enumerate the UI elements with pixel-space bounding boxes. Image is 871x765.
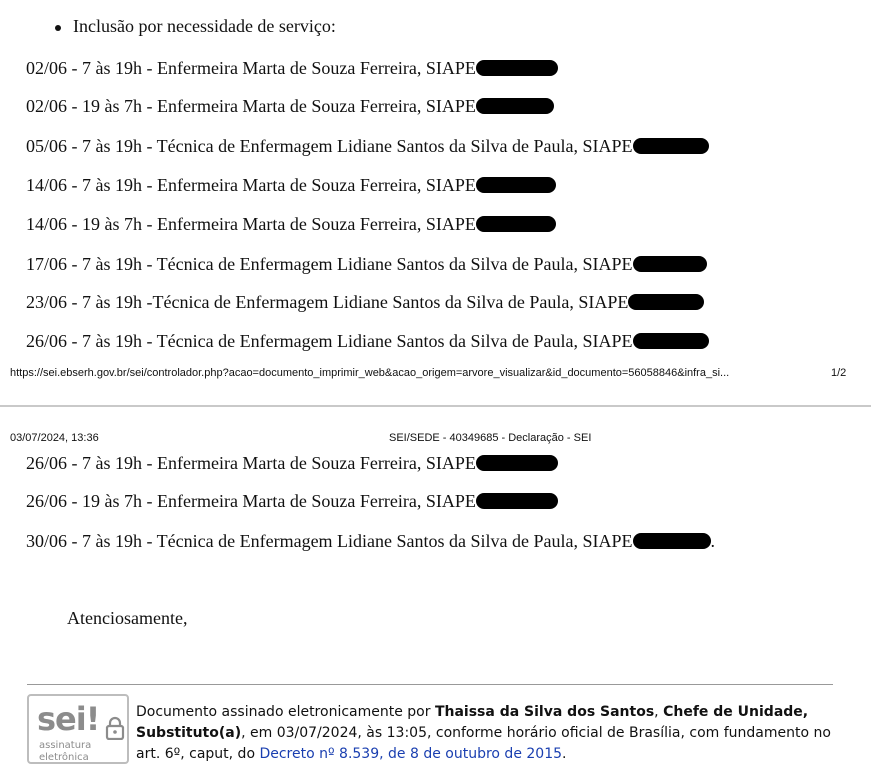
shift-line-text: 02/06 - 7 às 19h - Enfermeira Marta de Souza Ferreira, SIAPE — [26, 58, 476, 78]
print-header-date: 03/07/2024, 13:36 — [10, 432, 99, 444]
decree-link[interactable]: Decreto nº 8.539, de 8 de outubro de 2015 — [259, 746, 563, 762]
shift-line — [26, 58, 558, 79]
redaction-block — [476, 177, 556, 193]
redaction-block — [476, 216, 556, 232]
redaction-block — [628, 294, 704, 310]
shift-line — [26, 292, 704, 313]
print-footer-url: https://sei.ebserh.gov.br/sei/controlador.php?acao=documento_imprimir_web&acao_origem=arvore_visualizar&id_documento=56058846&infra_si... — [10, 367, 730, 379]
redaction-block — [476, 493, 558, 509]
shift-line — [26, 331, 709, 352]
shift-line-text: 14/06 - 19 às 7h - Enfermeira Marta de Souza Ferreira, SIAPE — [26, 214, 476, 234]
redaction-block — [476, 98, 554, 114]
closing-text: Atenciosamente, — [67, 608, 188, 628]
print-footer-page-number: 1/2 — [831, 367, 847, 379]
sei-logo-line1: assinatura — [39, 740, 92, 751]
redaction-block — [476, 455, 558, 471]
signer-name: Thaissa da Silva dos Santos — [434, 704, 655, 720]
shift-line-text: 23/06 - 7 às 19h -Técnica de Enfermagem Lidiane Santos da Silva de Paula, SIAPE — [26, 292, 629, 312]
signer-role: Chefe de Unidade, Substituto(a) — [136, 704, 809, 741]
bullet-dot — [55, 25, 61, 31]
shift-line — [26, 96, 554, 117]
bullet-text: Inclusão por necessidade de serviço: — [73, 16, 336, 36]
sei-logo-line2: eletrônica — [39, 752, 89, 763]
signature-text-part: Documento assinado eletronicamente por — [136, 704, 435, 720]
shift-line-text: 26/06 - 19 às 7h - Enfermeira Marta de Souza Ferreira, SIAPE — [26, 491, 476, 511]
shift-line — [26, 531, 715, 552]
redaction-block — [633, 256, 707, 272]
shift-line-text: 05/06 - 7 às 19h - Técnica de Enfermagem Lidiane Santos da Silva de Paula, SIAPE — [26, 136, 633, 156]
shift-line-text: 30/06 - 7 às 19h - Técnica de Enfermagem Lidiane Santos da Silva de Paula, SIAPE — [26, 531, 633, 551]
sei-signature-logo — [27, 694, 129, 764]
shift-line-text: 26/06 - 7 às 19h - Técnica de Enfermagem Lidiane Santos da Silva de Paula, SIAPE — [26, 331, 633, 351]
redaction-block — [633, 533, 711, 549]
signature-statement — [136, 702, 836, 765]
shift-line — [26, 175, 556, 196]
shift-line-text: 17/06 - 7 às 19h - Técnica de Enfermagem Lidiane Santos da Silva de Paula, SIAPE — [26, 254, 633, 274]
signature-text-part: . — [562, 746, 567, 762]
page-break-divider — [0, 405, 871, 407]
shift-line-text: 02/06 - 19 às 7h - Enfermeira Marta de Souza Ferreira, SIAPE — [26, 96, 476, 116]
shift-line — [26, 453, 558, 474]
signature-text-part: , — [654, 704, 664, 720]
sei-logo-word: sei! — [37, 700, 100, 738]
redaction-block — [476, 60, 558, 76]
redaction-block — [633, 138, 709, 154]
shift-line-suffix: . — [710, 531, 716, 551]
shift-line — [26, 491, 558, 512]
padlock-icon — [105, 716, 125, 740]
shift-line — [26, 214, 556, 235]
signature-text-part: , em 03/07/2024, às 13:05, conforme horário oficial de Brasília, com fundamento no art. 6º, caput, do — [136, 725, 831, 762]
shift-line-text: 26/06 - 7 às 19h - Enfermeira Marta de Souza Ferreira, SIAPE — [26, 453, 476, 473]
shift-line-text: 14/06 - 7 às 19h - Enfermeira Marta de Souza Ferreira, SIAPE — [26, 175, 476, 195]
print-header-title: SEI/SEDE - 40349685 - Declaração - SEI — [389, 432, 592, 444]
redaction-block — [633, 333, 709, 349]
shift-line — [26, 254, 707, 275]
shift-line — [26, 136, 709, 157]
signature-divider — [27, 684, 833, 685]
